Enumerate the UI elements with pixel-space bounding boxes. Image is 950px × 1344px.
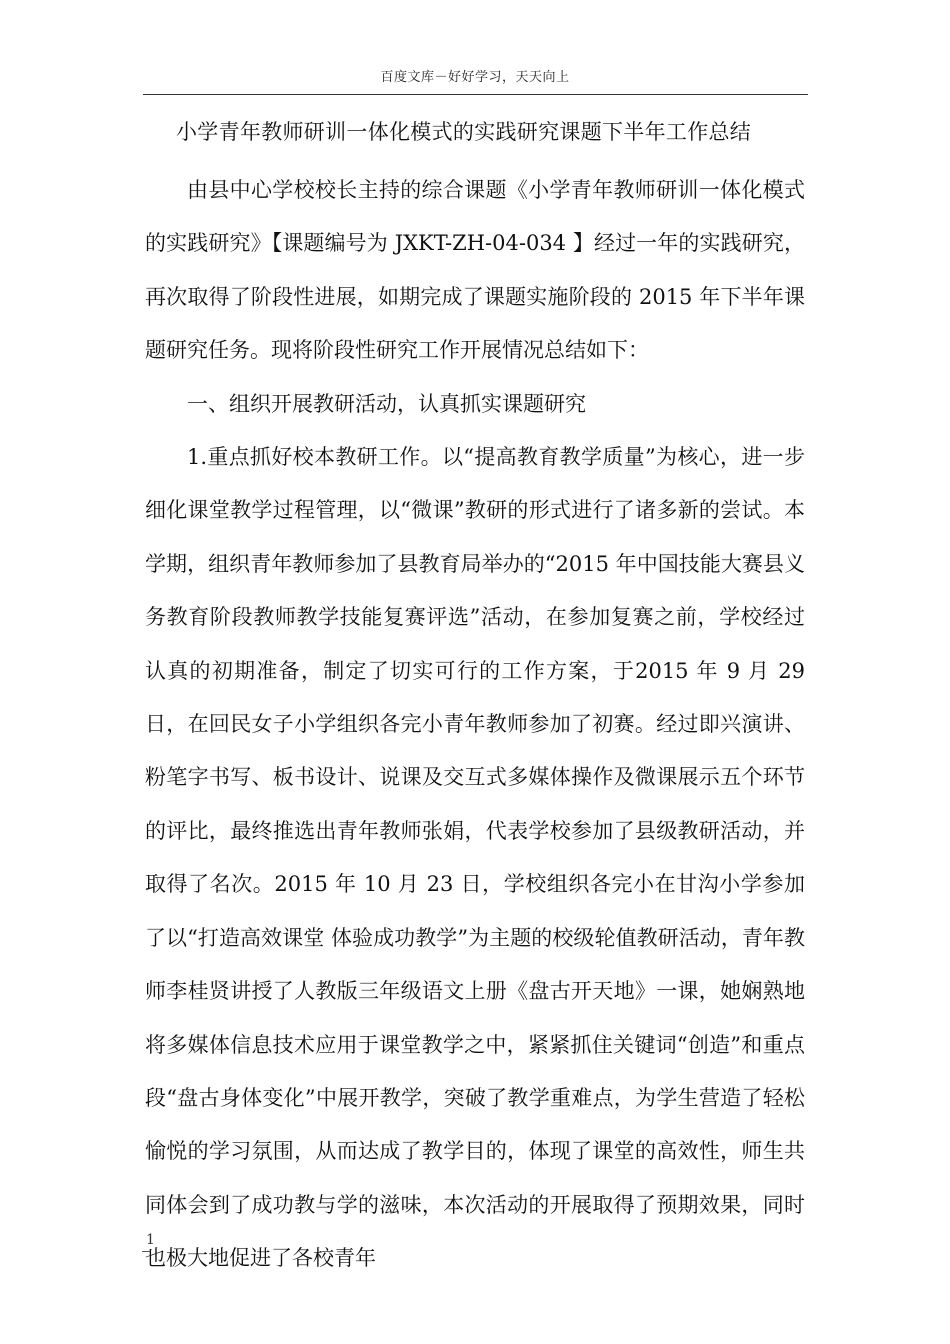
paragraph-school-research: 1.重点抓好校本教研工作。以“提高教育教学质量”为核心，进一步细化课堂教学过程管理，以“微课”教研的形式进行了诸多新的尝试。本学期，组织青年教师参加了县教育局举办的“2015 年中国技能大赛县义务教育阶段教师教学技能复赛评选”活动，在参加复赛之前，学校经过认真的初期准备，制定了切实可行的工作方案，于2015 年 9 月 29 日，在回民女子小学组织各完小青年教师参加了初赛。经过即兴演讲、粉笔字书写、板书设计、说课及交互式多媒体操作及微课展示五个环节的评比，最终推选出青年教师张娟，代表学校参加了县级教研活动，并取得了名次。2015 年 10 月 23 日，学校组织各完小在甘沟小学参加了以“打造高效课堂 体验成功教学”为主题的校级轮值教研活动，青年教师李桂贤讲授了人教版三年级语文上册《盘古开天地》一课，她娴熟地将多媒体信息技术应用于课堂教学之中，紧紧抓住关键词“创造”和重点段“盘古身体变化”中展开教学，突破了教学重难点，为学生营造了轻松愉悦的学习氛围，从而达成了教学目的，体现了课堂的高效性，师生共同体会到了成功教与学的滋味，本次活动的开展取得了预期效果，同时也极大地促进了各校青年	[145, 445, 805, 1271]
page-header: 百度文库－好好学习，天天向上	[380, 70, 570, 85]
document-body	[145, 164, 805, 1286]
paragraph-intro: 由县中心学校校长主持的综合课题《小学青年教师研训一体化模式的实践研究》【课题编号为 JXKT-ZH-04-034 】经过一年的实践研究，再次取得了阶段性进展，如期完成了课题实施阶段的 2015 年下半年课题研究任务。现将阶段性研究工作开展情况总结如下：	[145, 178, 805, 363]
section-heading-1: 一、组织开展教研活动，认真抓实课题研究	[187, 391, 586, 416]
page-number: 1	[146, 1232, 155, 1248]
footer-mark	[142, 1251, 150, 1252]
document-title: 小学青年教师研训一体化模式的实践研究课题下半年工作总结	[176, 120, 752, 144]
header-divider	[143, 94, 808, 95]
